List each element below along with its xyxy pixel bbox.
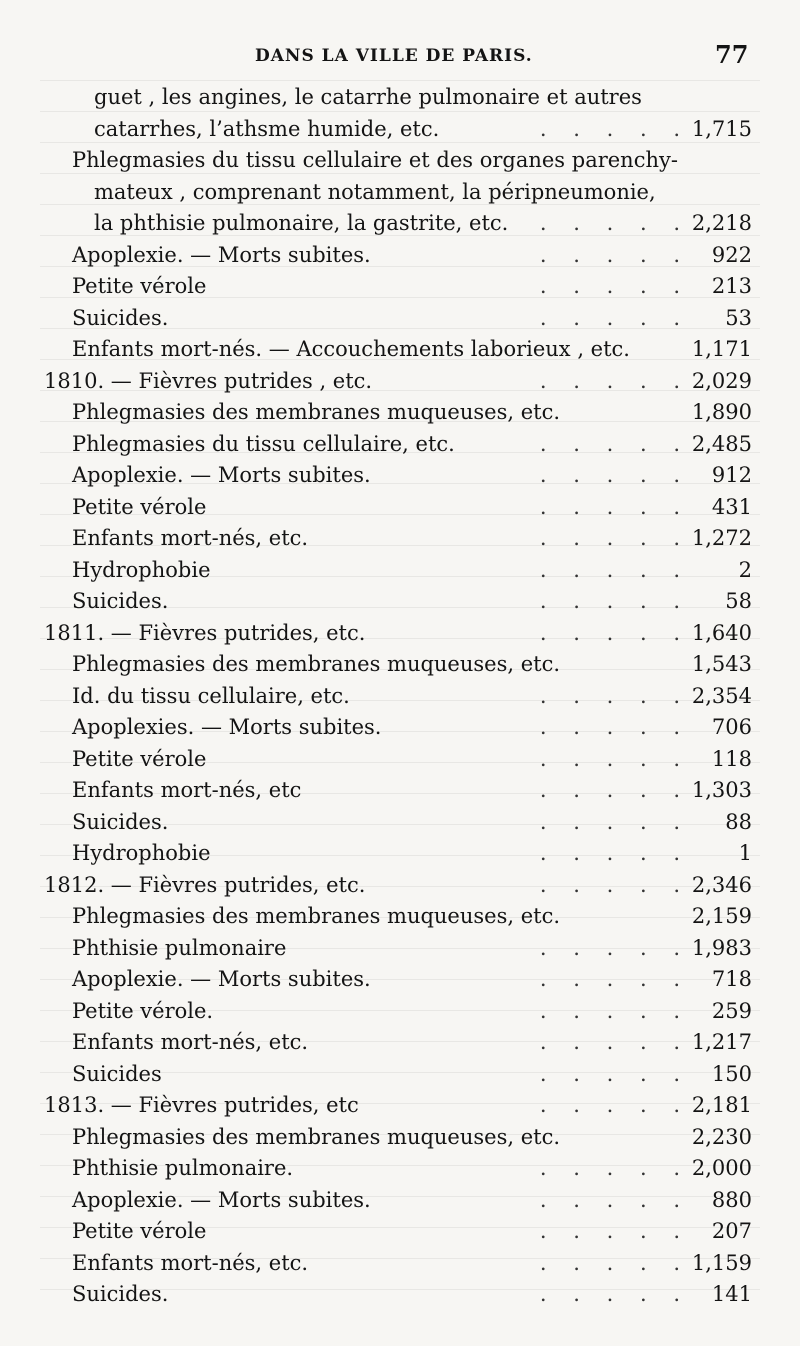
entry-count: 58 [725, 589, 752, 613]
mortality-list [0, 82, 800, 1311]
entry-label: 1810. — Fièvres putrides , etc. [44, 368, 373, 393]
dot-leaders: . . . . . [539, 1282, 690, 1306]
dot-leaders: . . . . . [539, 526, 690, 550]
list-item [0, 1216, 800, 1248]
dot-leaders: . . . . . [539, 557, 690, 582]
dot-leaders: . . . . . [539, 589, 690, 613]
page-number: 77 [715, 40, 749, 69]
entry-label: Id. du tissu cellulaire, etc. [72, 683, 350, 708]
entry-count: 1,543 [691, 652, 752, 676]
entry-count: 1,890 [691, 400, 752, 424]
entry-count: 213 [711, 274, 752, 298]
entry-label: Phlegmasies des membranes muqueuses, etc. [72, 652, 561, 676]
list-item [0, 334, 800, 366]
list-item [0, 996, 800, 1028]
entry-label: Suicides. [72, 305, 169, 330]
list-item [0, 964, 800, 996]
dot-leaders: . . . . . [539, 431, 690, 456]
dot-leaders: . . . . . [539, 1061, 690, 1086]
entry-label: la phthisie pulmonaire, la gastrite, etc. [94, 211, 509, 235]
year-entry-row [0, 366, 800, 398]
entry-label: 1811. — Fièvres putrides, etc. [44, 620, 366, 645]
entry-count: 1,640 [691, 620, 752, 645]
dot-leaders: . . . . . [539, 1156, 690, 1180]
entry-count: 2,346 [691, 872, 752, 897]
list-item [0, 933, 800, 965]
dot-leaders: . . . . . [539, 274, 690, 298]
entry-count: 1 [738, 841, 752, 865]
entry-count: 2 [738, 557, 752, 582]
dot-leaders: . . . . . [539, 1093, 690, 1117]
list-item [0, 1248, 800, 1280]
entry-count: 150 [711, 1061, 752, 1086]
entry-count: 922 [711, 242, 752, 267]
list-item [0, 901, 800, 933]
entry-count: 1,171 [691, 337, 752, 361]
entry-count: 259 [711, 998, 752, 1023]
entry-label: Apoplexie. — Morts subites. [72, 242, 371, 267]
list-item [0, 807, 800, 839]
dot-leaders: . . . . . [539, 746, 690, 771]
entry-count: 2,000 [691, 1156, 752, 1180]
list-item [0, 712, 800, 744]
entry-label: Suicides. [72, 809, 169, 834]
entry-label: mateux , comprenant notamment, la péripneumonie, [94, 179, 656, 204]
entry-count: 2,218 [691, 211, 752, 235]
dot-leaders: . . . . . [539, 809, 690, 834]
list-item [0, 523, 800, 555]
list-item [0, 1122, 800, 1154]
year-entry-row [0, 1090, 800, 1122]
running-title: DANS LA VILLE DE PARIS. [255, 46, 533, 66]
list-item [0, 492, 800, 524]
list-item [0, 397, 800, 429]
list-item [0, 681, 800, 713]
dot-leaders: . . . . . [539, 494, 690, 519]
list-item [0, 82, 800, 114]
entry-label: Apoplexies. — Morts subites. [72, 715, 382, 739]
entry-count: 2,181 [691, 1093, 752, 1117]
list-item [0, 744, 800, 776]
list-item [0, 1279, 800, 1311]
entry-count: 1,272 [691, 526, 752, 550]
dot-leaders: . . . . . [539, 463, 690, 487]
entry-count: 118 [711, 746, 752, 771]
entry-label: Apoplexie. — Morts subites. [72, 1187, 371, 1212]
dot-leaders: . . . . . [539, 620, 690, 645]
entry-label: Petite vérole [72, 746, 207, 771]
dot-leaders: . . . . . [539, 1187, 690, 1212]
entry-count: 2,029 [691, 368, 752, 393]
entry-count: 718 [711, 967, 752, 991]
entry-count: 706 [711, 715, 752, 739]
dot-leaders: . . . . . [539, 116, 690, 141]
entry-label: Apoplexie. — Morts subites. [72, 463, 371, 487]
dot-leaders: . . . . . [539, 683, 690, 708]
entry-label: Enfants mort-nés, etc. [72, 1250, 309, 1275]
entry-count: 2,354 [691, 683, 752, 708]
entry-label: Petite vérole [72, 494, 207, 519]
entry-label: Hydrophobie [72, 557, 211, 582]
entry-count: 88 [725, 809, 752, 834]
list-item [0, 649, 800, 681]
dot-leaders: . . . . . [539, 1219, 690, 1243]
dot-leaders: . . . . . [539, 872, 690, 897]
dot-leaders: . . . . . [539, 935, 690, 960]
entry-label: Suicides. [72, 1282, 169, 1306]
entry-label: Suicides [72, 1061, 162, 1086]
dot-leaders: . . . . . [539, 368, 690, 393]
list-item [0, 145, 800, 177]
dot-leaders: . . . . . [539, 305, 690, 330]
entry-label: Phlegmasies du tissu cellulaire, etc. [72, 431, 455, 456]
entry-count: 141 [711, 1282, 752, 1306]
dot-leaders: . . . . . [539, 242, 690, 267]
dot-leaders: . . . . . [539, 211, 690, 235]
entry-label: Apoplexie. — Morts subites. [72, 967, 371, 991]
entry-count: 912 [711, 463, 752, 487]
entry-count: 1,715 [691, 116, 752, 141]
dot-leaders: . . . . . [539, 778, 690, 802]
entry-label: Phthisie pulmonaire. [72, 1156, 294, 1180]
entry-count: 1,159 [691, 1250, 752, 1275]
entry-label: catarrhes, l’athsme humide, etc. [94, 116, 440, 141]
list-item [0, 555, 800, 587]
entry-label: Petite vérole. [72, 998, 214, 1023]
entry-label: Phlegmasies du tissu cellulaire et des organes parenchy- [72, 148, 678, 172]
entry-count: 880 [711, 1187, 752, 1212]
list-item [0, 1059, 800, 1091]
entry-count: 53 [725, 305, 752, 330]
entry-count: 1,303 [691, 778, 752, 802]
year-entry-row [0, 870, 800, 902]
entry-count: 2,230 [691, 1124, 752, 1149]
entry-count: 207 [711, 1219, 752, 1243]
list-item [0, 114, 800, 146]
list-item [0, 429, 800, 461]
entry-label: Hydrophobie [72, 841, 211, 865]
entry-label: Petite vérole [72, 274, 207, 298]
page-header [0, 40, 800, 70]
entry-label: Enfants mort-nés. — Accouchements laborieux , etc. [72, 337, 630, 361]
entry-label: Suicides. [72, 589, 169, 613]
entry-count: 1,983 [691, 935, 752, 960]
list-item [0, 1153, 800, 1185]
entry-label: Petite vérole [72, 1219, 207, 1243]
entry-label: guet , les angines, le catarrhe pulmonaire et autres [94, 85, 642, 109]
entry-label: Phlegmasies des membranes muqueuses, etc. [72, 400, 561, 424]
list-item [0, 1185, 800, 1217]
year-entry-row [0, 618, 800, 650]
list-item [0, 775, 800, 807]
list-item [0, 1027, 800, 1059]
list-item [0, 208, 800, 240]
dot-leaders: . . . . . [539, 841, 690, 865]
dot-leaders: . . . . . [539, 967, 690, 991]
list-item [0, 460, 800, 492]
entry-label: Enfants mort-nés, etc. [72, 1030, 309, 1054]
entry-label: Enfants mort-nés, etc [72, 778, 302, 802]
dot-leaders: . . . . . [539, 998, 690, 1023]
entry-count: 1,217 [691, 1030, 752, 1054]
entry-label: Phlegmasies des membranes muqueuses, etc. [72, 1124, 561, 1149]
entry-label: Phthisie pulmonaire [72, 935, 287, 960]
dot-leaders: . . . . . [539, 1030, 690, 1054]
entry-label: 1812. — Fièvres putrides, etc. [44, 872, 366, 897]
list-item [0, 177, 800, 209]
dot-leaders: . . . . . [539, 715, 690, 739]
entry-label: Phlegmasies des membranes muqueuses, etc. [72, 904, 561, 928]
list-item [0, 271, 800, 303]
entry-count: 2,159 [691, 904, 752, 928]
entry-label: Enfants mort-nés, etc. [72, 526, 309, 550]
entry-count: 431 [711, 494, 752, 519]
list-item [0, 240, 800, 272]
list-item [0, 838, 800, 870]
list-item [0, 303, 800, 335]
dot-leaders: . . . . . [539, 1250, 690, 1275]
entry-count: 2,485 [691, 431, 752, 456]
list-item [0, 586, 800, 618]
entry-label: 1813. — Fièvres putrides, etc [44, 1093, 359, 1117]
